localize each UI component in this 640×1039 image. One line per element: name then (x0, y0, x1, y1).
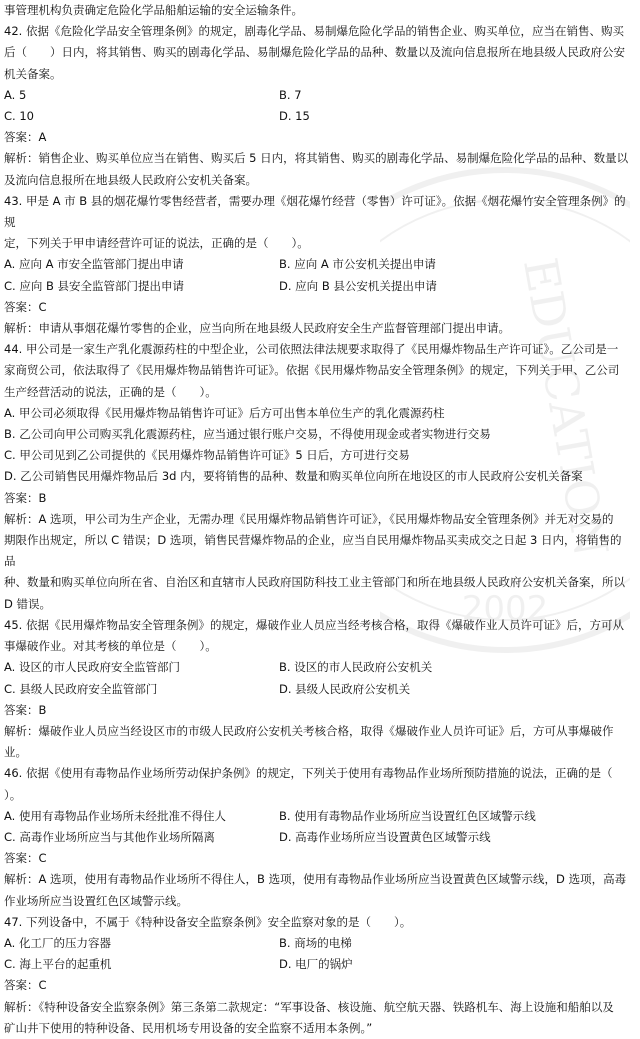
text-line: 事管理机构负责确定危险化学品船舶运输的安全运输条件。 (4, 3, 303, 17)
question-44-stem: 生产经营活动的说法，正确的是（ ）。 (4, 384, 217, 399)
explanation-line: D 错误。 (4, 596, 52, 611)
option-c: C. 海上平台的起重机 (4, 957, 112, 972)
option-b: B. 设区的市人民政府公安机关 (279, 660, 433, 675)
options-row (4, 827, 632, 848)
option-c: C. 应向 B 县安全监管部门提出申请 (4, 278, 185, 293)
options-row (4, 679, 632, 700)
option-b: B. 使用有毒物品作业场所应当设置红色区域警示线 (279, 808, 536, 823)
option-c: C. 甲公司见到乙公司提供的《民用爆炸物品销售许可证》5 日后，方可进行交易 (4, 448, 410, 463)
explanation-line: 解析：爆破作业人员应当经设区市的市级人民政府公安机关考核合格，取得《爆破作业人员许可证》后，方可从事爆破作业。 (4, 723, 614, 760)
answer-line: 答案：A (4, 130, 47, 145)
explanation-line: 解析：销售企业、购买单位应当在销售、购买后 5 日内，将其销售、购买的剧毒化学品、易制爆危险化学品的品种、数量以 (4, 151, 629, 166)
options-row (4, 85, 632, 106)
options-row (4, 954, 632, 975)
options-row (4, 106, 632, 127)
explanation-line: 及流向信息报所在地县级人民政府公安机关备案。 (4, 172, 257, 187)
option-a: A. 使用有毒物品作业场所未经批准不得住人 (4, 808, 226, 823)
option-c: C. 高毒作业场所应当与其他作业场所隔离 (4, 829, 215, 844)
question-42-stem: 42. 依据《危险化学品安全管理条例》的规定，剧毒化学品、易制爆危险化学品的销售企业、购买单位，应当在销售、购买 (4, 24, 624, 39)
option-b: B. 乙公司向甲公司购买乳化震源药柱，应当通过银行账户交易，不得使用现金或者实物进行交易 (4, 427, 491, 442)
option-d: D. 应向 B 县公安机关提出申请 (279, 278, 437, 293)
options-row (4, 276, 632, 297)
answer-line: 答案：C (4, 978, 47, 993)
options-row (4, 254, 632, 275)
explanation-line: 作业场所应当设置红色区域警示线。 (4, 893, 188, 908)
answer-line: 答案：B (4, 490, 47, 505)
question-43-stem: 定，下列关于甲申请经营许可证的说法，正确的是（ ）。 (4, 236, 309, 251)
answer-line: 答案：C (4, 299, 47, 314)
option-b: B. 应向 A 市公安机关提出申请 (279, 257, 436, 272)
question-42-stem: 后（ ）日内，将其销售、购买的剧毒化学品、易制爆危险化学品的品种、数量以及流向信息报所在地县级人民政府公安 (4, 45, 625, 60)
question-46-stem: 46. 依据《使用有毒物品作业场所劳动保护条例》的规定，下列关于使用有毒物品作业场所预防措施的说法，正确的是（ ）。 (4, 766, 636, 802)
explanation-line: 解析：A 选项，甲公司为生产企业，无需办理《民用爆炸物品销售许可证》，《民用爆炸物品安全管理条例》并无对交易的 (4, 511, 614, 526)
explanation-line: 期限作出规定，所以 C 错误；D 选项，销售民营爆炸物品的企业，应当自民用爆炸物品买卖成交之日起 3 日内，将销售的品 (4, 533, 622, 569)
question-42-stem: 机关备案。 (4, 66, 62, 81)
explanation-line: 种、数量和购买单位向所在省、自治区和直辖市人民政府国防科技工业主管部门和所在地县级人民政府公安机关备案，所以 (4, 575, 625, 590)
explanation-line: 矿山井下使用的特种设备、民用机场专用设备的安全监察不适用本条例。” (4, 1020, 373, 1035)
option-d: D. 15 (279, 109, 310, 124)
explanation-line: 解析：《特种设备安全监察条例》第三条第二款规定：“军事设备、核设施、航空航天器、铁路机车、海上设施和船舶以及 (4, 999, 614, 1014)
option-c: C. 县级人民政府安全监管部门 (4, 681, 158, 696)
question-43-stem: 43. 甲是 A 市 B 县的烟花爆竹零售经营者，需要办理《烟花爆竹经营（零售）许可证》。依据《烟花爆竹安全管理条例》的规 (4, 193, 626, 230)
options-row (4, 806, 632, 827)
question-45-stem: 事爆破作业。对其考核的单位是（ ）。 (4, 639, 217, 654)
option-d: D. 乙公司销售民用爆炸物品后 3d 内，要将销售的品种、数量和购买单位向所在地设区的市人民政府公安机关备案 (4, 469, 583, 484)
explanation-line: 解析：申请从事烟花爆竹零售的企业，应当向所在地县级人民政府安全生产监督管理部门提出申请。 (4, 321, 510, 336)
option-a: A. 设区的市人民政府安全监管部门 (4, 660, 180, 675)
option-d: D. 电厂的锅炉 (279, 957, 353, 972)
option-b: B. 商场的电梯 (279, 935, 352, 950)
question-45-stem: 45. 依据《民用爆炸物品安全管理条例》的规定，爆破作业人员应当经考核合格，取得《爆破作业人员许可证》后，方可从 (4, 617, 624, 632)
option-d: D. 高毒作业场所应当设置黄色区域警示线 (279, 829, 491, 844)
watermark-text: EDUCATION (512, 253, 619, 561)
option-a: A. 甲公司必须取得《民用爆炸物品销售许可证》后方可出售本单位生产的乳化震源药柱 (4, 405, 445, 420)
option-a: A. 5 (4, 87, 27, 102)
explanation-line: 解析：A 选项，使用有毒物品作业场所不得住人，B 选项，使用有毒物品作业场所应当设置黄色区域警示线，D 选项，高毒 (4, 872, 627, 887)
option-a: A. 化工厂的压力容器 (4, 935, 111, 950)
option-a: A. 应向 A 市安全监管部门提出申请 (4, 257, 184, 272)
options-row (4, 657, 632, 678)
question-47-stem: 47. 下列设备中，不属于《特种设备安全监察条例》安全监察对象的是（ ）。 (4, 914, 412, 929)
question-44-stem: 44. 甲公司是一家生产乳化震源药柱的中型企业，公司依照法律法规要求取得了《民用爆炸物品生产许可证》。乙公司是一 (4, 342, 619, 357)
option-d: D. 县级人民政府公安机关 (279, 681, 411, 696)
option-c: C. 10 (4, 109, 34, 124)
answer-line: 答案：C (4, 851, 47, 866)
watermark-year: 2002 (461, 589, 549, 629)
option-b: B. 7 (279, 87, 302, 102)
options-row (4, 933, 632, 954)
answer-line: 答案：B (4, 702, 47, 717)
question-44-stem: 家商贸公司，依法取得了《民用爆炸物品销售许可证》。依据《民用爆炸物品安全管理条例》的规定，下列关于甲、乙公司 (4, 363, 620, 378)
